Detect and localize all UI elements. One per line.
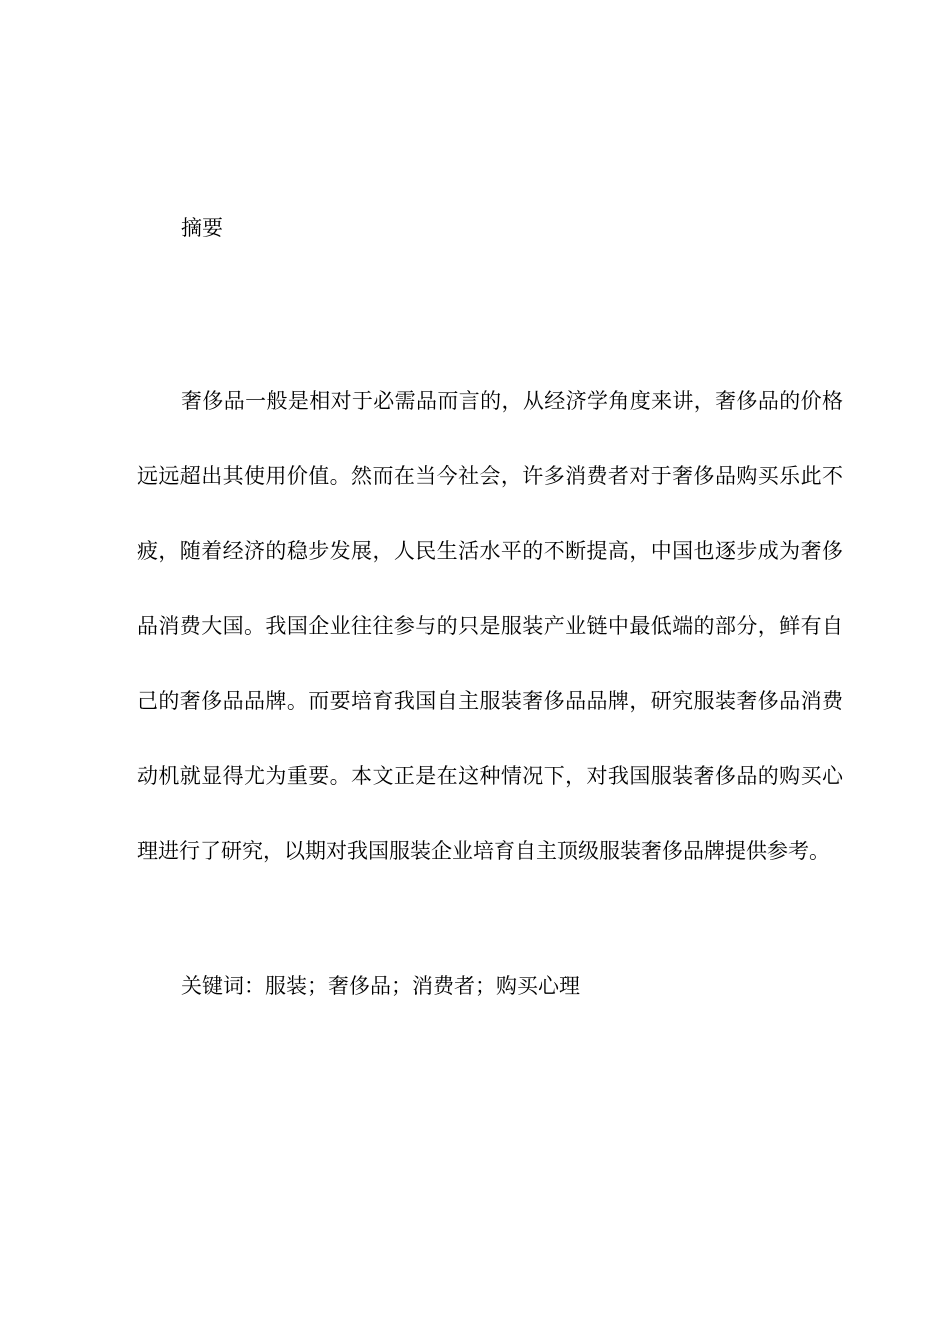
abstract-heading: 摘要	[181, 216, 223, 240]
abstract-paragraph: 奢侈品一般是相对于必需品而言的，从经济学角度来讲，奢侈品的价格远远超出其使用价值。然而在当今社会，许多消费者对于奢侈品购买乐此不疲，随着经济的稳步发展，人民生活水平的不断提高，中国也逐步成为奢侈品消费大国。我国企业往往参与的只是服装产业链中最低端的部分，鲜有自己的奢侈品品牌。而要培育我国自主服装奢侈品品牌，研究服装奢侈品消费动机就显得尤为重要。本文正是在这种情况下，对我国服装奢侈品的购买心理进行了研究，以期对我国服装企业培育自主顶级服装奢侈品牌提供参考。	[137, 389, 843, 863]
keywords-line: 关键词：服装；奢侈品；消费者；购买心理	[181, 974, 580, 998]
